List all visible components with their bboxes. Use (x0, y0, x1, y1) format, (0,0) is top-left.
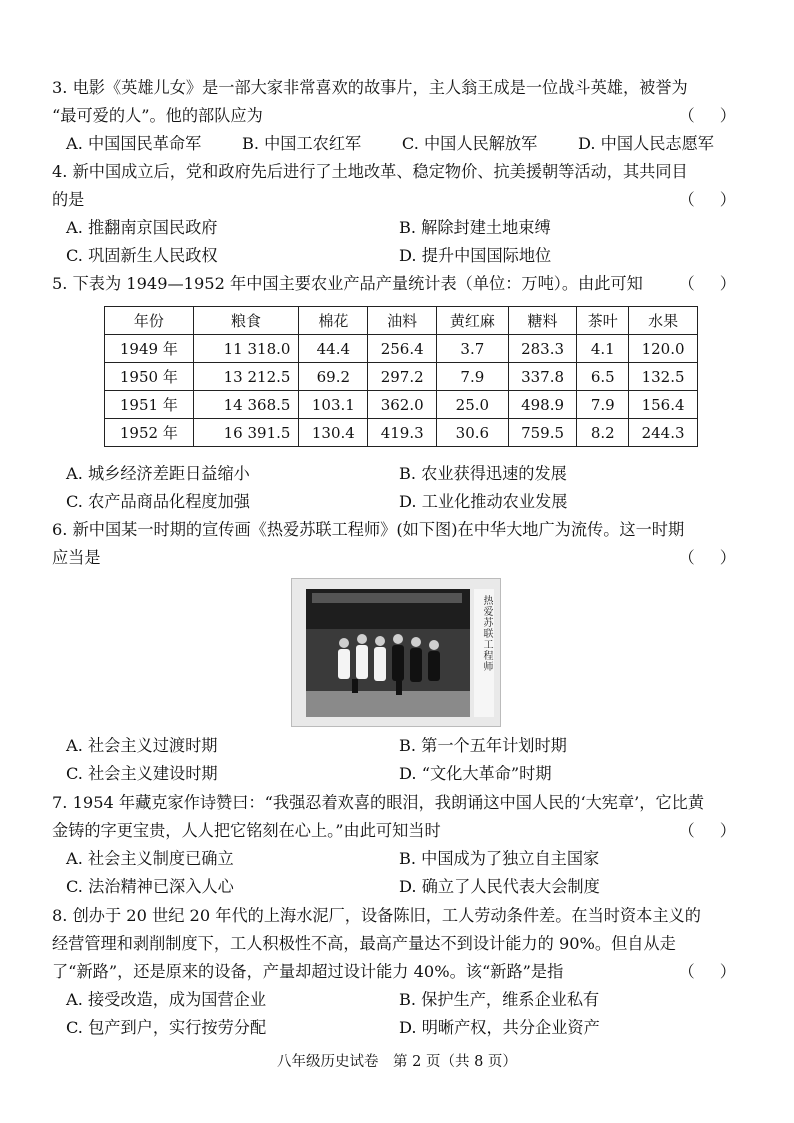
q4-options-row1 (52, 214, 742, 242)
q4-option-b: B. 解除封建土地束缚 (399, 218, 551, 237)
q8-option-b: B. 保护生产，维系企业私有 (399, 990, 600, 1009)
table-row (105, 419, 698, 447)
question-4 (52, 158, 746, 270)
table-header-cell: 水果 (629, 307, 698, 335)
table-cell: 120.0 (629, 335, 698, 363)
q6-option-b: B. 第一个五年计划时期 (399, 736, 567, 755)
q6-option-c: C. 社会主义建设时期 (66, 764, 218, 783)
q6-option-d: D. “文化大革命”时期 (399, 764, 552, 783)
q8-option-c: C. 包产到户，实行按劳分配 (66, 1018, 267, 1037)
propaganda-poster-image (291, 578, 501, 727)
table-cell: 7.9 (577, 391, 629, 419)
table-cell: 16 391.5 (193, 419, 299, 447)
q6-options-row2 (52, 760, 742, 788)
q4-options-row2 (52, 242, 742, 270)
table-cell-year: 1951 年 (105, 391, 194, 419)
table-row (105, 363, 698, 391)
q3-answer-bracket: （ ） (678, 106, 746, 125)
table-cell: 132.5 (629, 363, 698, 391)
table-cell: 256.4 (368, 335, 437, 363)
table-header-cell: 茶叶 (577, 307, 629, 335)
q5-production-table (104, 306, 698, 447)
table-header-cell: 年份 (105, 307, 194, 335)
q6-options-row1 (52, 732, 742, 760)
q3-stem-line1: 3. 电影《英雄儿女》是一部大家非常喜欢的故事片，主人翁王成是一位战斗英雄，被誉为 (52, 78, 688, 97)
table-cell: 3.7 (437, 335, 509, 363)
q6-stem-line1: 6. 新中国某一时期的宣传画《热爱苏联工程师》(如下图)在中华大地广为流传。这一时期 (52, 520, 685, 539)
table-cell: 44.4 (299, 335, 368, 363)
table-header-row (105, 307, 698, 335)
q8-option-d: D. 明晰产权，共分企业资产 (399, 1018, 600, 1037)
q6-option-a: A. 社会主义过渡时期 (66, 736, 218, 755)
table-row (105, 335, 698, 363)
question-5-options (52, 460, 742, 516)
q5-options-row1 (52, 460, 742, 488)
q3-option-b: B. 中国工农红军 (241, 134, 362, 153)
table-cell: 13 212.5 (193, 363, 299, 391)
q5-option-b: B. 农业获得迅速的发展 (399, 464, 567, 483)
q3-stem-line2: “最可爱的人”。他的部队应为 (52, 106, 263, 125)
q3-options (52, 130, 742, 158)
q6-answer-bracket: （ ） (678, 548, 746, 567)
poster-title-text: 热爱苏联工程师 (481, 595, 492, 672)
table-cell: 759.5 (508, 419, 577, 447)
table-cell: 69.2 (299, 363, 368, 391)
q3-option-c: C. 中国人民解放军 (401, 134, 538, 153)
q4-stem-line1: 4. 新中国成立后，党和政府先后进行了土地改革、稳定物价、抗美援朝等活动，其共同目 (52, 162, 688, 181)
q7-options-row2 (52, 873, 742, 901)
table-cell-year: 1952 年 (105, 419, 194, 447)
table-cell-year: 1950 年 (105, 363, 194, 391)
q7-options-row1 (52, 845, 742, 873)
question-7 (52, 789, 746, 901)
q7-stem-line2: 金铸的字更宝贵，人人把它铭刻在心上。”由此可知当时 (52, 821, 441, 840)
table-cell: 130.4 (299, 419, 368, 447)
q5-options-row2 (52, 488, 742, 516)
table-header-cell: 黄红麻 (437, 307, 509, 335)
q7-answer-bracket: （ ） (678, 821, 746, 840)
table-cell: 297.2 (368, 363, 437, 391)
table-cell: 14 368.5 (193, 391, 299, 419)
table-cell: 11 318.0 (193, 335, 299, 363)
q4-option-c: C. 巩固新生人民政权 (66, 246, 218, 265)
q5-option-d: D. 工业化推动农业发展 (399, 492, 568, 511)
table-header-cell: 糖料 (508, 307, 577, 335)
table-cell: 7.9 (437, 363, 509, 391)
q5-stem-line1: 5. 下表为 1949—1952 年中国主要农业产品产量统计表（单位：万吨）。由此可知 (52, 274, 643, 293)
q7-option-a: A. 社会主义制度已确立 (66, 849, 234, 868)
q4-option-d: D. 提升中国国际地位 (399, 246, 552, 265)
q5-option-c: C. 农产品商品化程度加强 (66, 492, 250, 511)
q5-answer-bracket: （ ） (678, 274, 746, 293)
q4-answer-bracket: （ ） (678, 190, 746, 209)
q7-option-c: C. 法治精神已深入人心 (66, 877, 234, 896)
q6-stem-line2: 应当是 (52, 548, 101, 567)
table-cell: 4.1 (577, 335, 629, 363)
q3-option-d: D. 中国人民志愿军 (577, 134, 714, 153)
question-5 (52, 270, 746, 298)
question-6 (52, 516, 746, 572)
table-header-cell: 油料 (368, 307, 437, 335)
table-cell: 103.1 (299, 391, 368, 419)
table-cell: 6.5 (577, 363, 629, 391)
q8-options-row1 (52, 986, 742, 1014)
poster-illustration (292, 579, 500, 726)
q8-options-row2 (52, 1014, 742, 1042)
table-cell: 244.3 (629, 419, 698, 447)
table-cell: 156.4 (629, 391, 698, 419)
table-cell-year: 1949 年 (105, 335, 194, 363)
q8-option-a: A. 接受改造，成为国营企业 (66, 990, 267, 1009)
table-row (105, 391, 698, 419)
q8-answer-bracket: （ ） (678, 962, 746, 981)
table-cell: 283.3 (508, 335, 577, 363)
table-cell: 337.8 (508, 363, 577, 391)
question-6-options (52, 732, 742, 788)
table-cell: 8.2 (577, 419, 629, 447)
q8-stem-line3: 了“新路”，还是原来的设备，产量却超过设计能力 40%。该“新路”是指 (52, 962, 564, 981)
q4-option-a: A. 推翻南京国民政府 (66, 218, 218, 237)
q5-option-a: A. 城乡经济差距日益缩小 (66, 464, 250, 483)
table-header-cell: 棉花 (299, 307, 368, 335)
q8-stem-line1: 8. 创办于 20 世纪 20 年代的上海水泥厂，设备陈旧，工人劳动条件差。在当时资本主义的 (52, 906, 701, 925)
table-cell: 30.6 (437, 419, 509, 447)
q7-option-b: B. 中国成为了独立自主国家 (399, 849, 600, 868)
q8-stem-line2: 经营管理和剥削制度下，工人积极性不高，最高产量达不到设计能力的 90%。但自从走 (52, 934, 676, 953)
table-cell: 25.0 (437, 391, 509, 419)
q3-option-a: A. 中国国民革命军 (66, 134, 202, 153)
q4-stem-line2: 的是 (52, 190, 85, 209)
table-header-cell: 粮食 (193, 307, 299, 335)
table-cell: 498.9 (508, 391, 577, 419)
page-footer: 八年级历史试卷 第 2 页（共 8 页） (277, 1054, 517, 1070)
table-cell: 419.3 (368, 419, 437, 447)
table-cell: 362.0 (368, 391, 437, 419)
question-8 (52, 902, 746, 1042)
q7-stem-line1: 7. 1954 年藏克家作诗赞曰：“我强忍着欢喜的眼泪，我朗诵这中国人民的‘大宪章’，它比黄 (52, 793, 705, 812)
question-3 (52, 74, 746, 158)
q7-option-d: D. 确立了人民代表大会制度 (399, 877, 600, 896)
